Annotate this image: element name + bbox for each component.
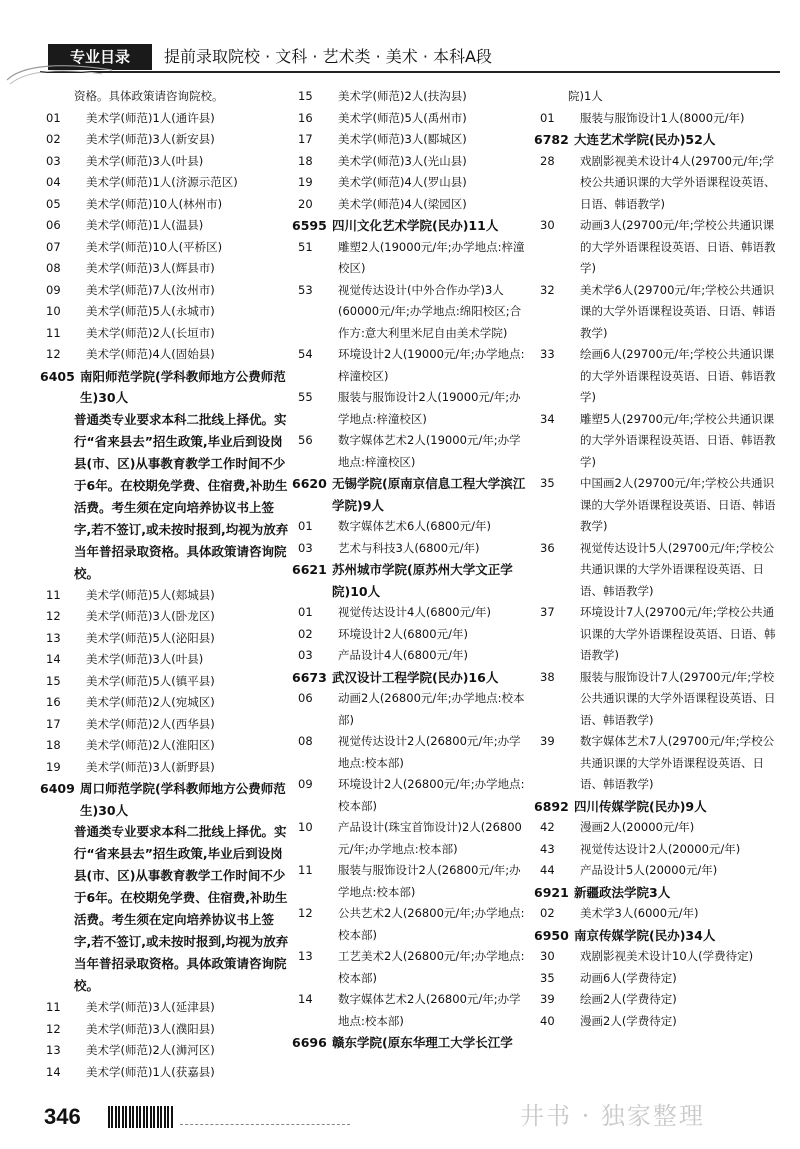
entry-text: 美术学(师范)2人(长垣市) [86, 325, 215, 340]
major-code: 11 [46, 1000, 61, 1014]
major-code: 04 [46, 175, 61, 189]
major-code: 42 [540, 820, 555, 834]
major-entry [298, 129, 532, 151]
major-code: 56 [298, 433, 313, 447]
entry-text: 环境设计2人(26800元/年;办学地点:校本部) [338, 777, 525, 813]
institution-name: 赣东学院(原东华理工大学长江学 [332, 1035, 513, 1050]
major-entry [46, 1040, 290, 1062]
major-code: 13 [46, 630, 61, 645]
major-entry [46, 585, 290, 607]
major-code: 01 [540, 110, 555, 125]
major-code: 07 [46, 239, 61, 254]
major-entry [298, 237, 532, 280]
continued-text [46, 86, 290, 108]
major-entry [298, 151, 532, 173]
major-code: 11 [46, 325, 61, 340]
entry-text: 艺术与科技3人(6800元/年) [338, 540, 480, 555]
major-code: 03 [298, 540, 313, 555]
major-code: 44 [540, 863, 555, 877]
column-2 [292, 86, 532, 1054]
major-entry [46, 757, 290, 779]
major-entry [540, 151, 780, 216]
major-entry [46, 344, 290, 366]
major-entry [46, 997, 290, 1019]
major-entry [298, 903, 532, 946]
major-code: 02 [298, 626, 313, 641]
major-code: 08 [46, 261, 61, 275]
major-code: 37 [540, 605, 555, 619]
header-title: 提前录取院校 · 文科 · 艺术类 · 美术 · 本科A段 [164, 47, 492, 66]
major-code: 39 [540, 992, 555, 1006]
major-code: 08 [298, 734, 313, 748]
entry-text: 美术学(师范)5人(镇平县) [86, 673, 215, 688]
major-entry [46, 194, 290, 216]
major-entry [298, 387, 532, 430]
major-code: 12 [298, 906, 313, 920]
major-code: 28 [540, 153, 555, 168]
major-code: 01 [46, 110, 61, 125]
major-code: 12 [46, 347, 61, 361]
entry-text: 绘画6人(29700元/年;学校公共通识课的大学外语课程设英语、日语、韩语教学) [580, 347, 776, 404]
major-code: 38 [540, 669, 555, 684]
entry-text: 产品设计4人(6800元/年) [338, 648, 468, 662]
entry-text: 工艺美术2人(26800元/年;办学地点:校本部) [338, 949, 525, 985]
major-entry [298, 344, 532, 387]
entry-text: 美术学(师范)3人(延津县) [86, 1000, 215, 1014]
institution-name: 苏州城市学院(原苏州大学文正学院)10人 [332, 562, 513, 599]
entry-text: 美术学(师范)7人(汝州市) [86, 282, 215, 297]
entry-text: 公共艺术2人(26800元/年;办学地点:校本部) [338, 906, 525, 942]
entry-text: 美术学(师范)1人(温县) [86, 218, 204, 232]
institution-code: 6921 [534, 884, 569, 900]
major-entry [540, 817, 780, 839]
entry-text: 美术学6人(29700元/年;学校公共通识课的大学外语课程设英语、日语、韩语教学) [580, 282, 776, 340]
institution-heading [534, 129, 780, 151]
admission-note: 普通类专业要求本科二批线上择优。实行“省来县去”招生政策,毕业后到设岗县(市、区)从事教育教学工作时间不少于6年。在校期免学费、住宿费,补助生活费。考生须在定向培养协议书上签字,若不签订,或未按时报到,均视为放弃当年普招录取资格。具体政策请咨询院校。 [74, 411, 289, 581]
major-code: 35 [540, 970, 555, 985]
entry-text: 视觉传达设计2人(20000元/年) [580, 841, 741, 856]
institution-name: 大连艺术学院(民办)52人 [574, 132, 716, 147]
institution-heading [292, 559, 532, 602]
entry-text: 视觉传达设计2人(26800元/年;办学地点:校本部) [338, 734, 521, 770]
major-code: 55 [298, 390, 313, 404]
major-code: 02 [46, 132, 61, 146]
major-entry [46, 172, 290, 194]
entry-text: 雕塑2人(19000元/年;办学地点:梓潼校区) [338, 239, 525, 275]
major-code: 16 [46, 695, 61, 709]
entry-text: 美术学(师范)2人(淮阳区) [86, 738, 215, 752]
entry-text: 美术学(师范)3人(卧龙区) [86, 609, 215, 623]
major-entry [540, 409, 780, 474]
entry-text: 视觉传达设计5人(29700元/年;学校公共通识课的大学外语课程设英语、日语、韩语教学) [580, 540, 775, 598]
major-code: 35 [540, 476, 555, 490]
footer-rule [180, 1124, 350, 1126]
major-code: 16 [298, 110, 313, 125]
entry-text: 环境设计7人(29700元/年;学校公共通识课的大学外语课程设英语、日语、韩语教学) [580, 605, 776, 662]
major-entry [46, 323, 290, 345]
major-entry [298, 731, 532, 774]
major-entry [540, 602, 780, 667]
major-entry [46, 692, 290, 714]
institution-heading [292, 215, 532, 237]
major-code: 14 [298, 992, 313, 1006]
major-code: 18 [298, 153, 313, 168]
major-code: 30 [540, 218, 555, 232]
major-entry [298, 946, 532, 989]
entry-text: 雕塑5人(29700元/年;学校公共通识课的大学外语课程设英语、日语、韩语教学) [580, 411, 776, 469]
major-code: 11 [46, 587, 61, 602]
major-entry [298, 602, 532, 624]
entry-text: 美术学(师范)1人(济源示范区) [86, 175, 238, 189]
major-code: 14 [46, 1064, 61, 1079]
entry-text: 环境设计2人(6800元/年) [338, 626, 468, 641]
institution-name: 四川文化艺术学院(民办)11人 [332, 218, 499, 233]
section-tab: 专业目录 [48, 44, 152, 70]
major-code: 51 [298, 239, 313, 254]
barcode-decoration [108, 1106, 174, 1128]
institution-heading [534, 796, 780, 818]
entry-text: 动画2人(26800元/年;办学地点:校本部) [338, 691, 525, 727]
major-code: 19 [298, 175, 313, 189]
institution-name: 武汉设计工程学院(民办)16人 [332, 669, 499, 685]
major-code: 15 [298, 89, 313, 103]
entry-text: 中国画2人(29700元/年;学校公共通识课的大学外语课程设英语、日语、韩语教学) [580, 476, 776, 533]
entry-text: 数字媒体艺术2人(19000元/年;办学地点:梓潼校区) [338, 433, 521, 469]
major-entry [46, 301, 290, 323]
major-code: 02 [540, 906, 555, 920]
major-code: 11 [298, 863, 313, 877]
entry-text: 美术学(师范)3人(光山县) [338, 153, 467, 168]
major-code: 03 [46, 153, 61, 168]
institution-code: 6595 [292, 218, 327, 233]
entry-text: 动画3人(29700元/年;学校公共通识课的大学外语课程设英语、日语、韩语教学) [580, 218, 776, 275]
major-entry [46, 280, 290, 302]
major-code: 06 [298, 691, 313, 705]
institution-code: 6409 [40, 781, 75, 796]
header-rule [40, 71, 780, 73]
entry-text: 美术学(师范)5人(泌阳县) [86, 630, 215, 645]
major-entry [298, 817, 532, 860]
major-entry [540, 344, 780, 409]
major-code: 32 [540, 282, 555, 297]
major-code: 01 [298, 519, 313, 533]
institution-code: 6696 [292, 1035, 327, 1050]
major-code: 01 [298, 605, 313, 619]
major-entry [540, 538, 780, 603]
major-code: 54 [298, 347, 313, 361]
major-entry [46, 215, 290, 237]
institution-code: 6620 [292, 476, 327, 491]
entry-text: 服装与服饰设计7人(29700元/年;学校公共通识课的大学外语课程设英语、日语、韩语教学) [580, 669, 776, 727]
institution-heading [40, 778, 290, 821]
entry-text: 美术学(师范)3人(辉县市) [86, 261, 215, 275]
entry-text: 视觉传达设计4人(6800元/年) [338, 605, 491, 619]
entry-text: 美术学3人(6000元/年) [580, 906, 699, 920]
major-code: 20 [298, 196, 313, 211]
entry-text: 美术学(师范)5人(永城市) [86, 304, 215, 318]
column-1 [40, 86, 290, 1083]
institution-name: 南阳师范学院(学科教师地方公费师范生)30人 [80, 368, 286, 405]
major-entry [46, 606, 290, 628]
major-code: 12 [46, 1021, 61, 1036]
entry-text: 戏剧影视美术设计4人(29700元/年;学校公共通识课的大学外语课程设英语、日语、韩语教学) [580, 153, 776, 211]
major-code: 39 [540, 734, 555, 748]
major-entry [298, 108, 532, 130]
major-entry [46, 671, 290, 693]
major-entry [540, 946, 780, 968]
institution-name: 四川传媒学院(民办)9人 [574, 798, 707, 814]
institution-name: 南京传媒学院(民办)34人 [574, 927, 716, 943]
major-entry [540, 108, 780, 130]
entry-text: 美术学(师范)10人(平桥区) [86, 239, 223, 254]
continued-text [540, 86, 780, 108]
entry-text: 美术学(师范)2人(宛城区) [86, 695, 215, 709]
page-header [40, 44, 780, 70]
major-code: 12 [46, 609, 61, 623]
entry-text: 美术学(师范)3人(新野县) [86, 759, 215, 774]
entry-text: 美术学(师范)1人(获嘉县) [86, 1064, 215, 1079]
major-entry [540, 968, 780, 990]
major-entry [298, 989, 532, 1032]
entry-text: 美术学(师范)3人(叶县) [86, 652, 204, 666]
entry-text: 数字媒体艺术7人(29700元/年;学校公共通识课的大学外语课程设英语、日语、韩语教学) [580, 734, 775, 791]
major-code: 13 [46, 1043, 61, 1057]
entry-text: 服装与服饰设计1人(8000元/年) [580, 110, 745, 125]
major-entry [298, 516, 532, 538]
major-code: 43 [540, 841, 555, 856]
major-code: 36 [540, 540, 555, 555]
major-entry [540, 731, 780, 796]
institution-heading [534, 882, 780, 904]
major-code: 03 [298, 648, 313, 662]
admission-note: 普通类专业要求本科二批线上择优。实行“省来县去”招生政策,毕业后到设岗县(市、区)从事教育教学工作时间不少于6年。在校期免学费、住宿费,补助生活费。考生须在定向培养协议书上签字,若不签订,或未按时报到,均视为放弃当年普招录取资格。具体政策请咨询院校。 [74, 824, 289, 993]
entry-text: 数字媒体艺术2人(26800元/年;办学地点:校本部) [338, 992, 521, 1028]
column-3 [534, 86, 780, 1032]
institution-code: 6892 [534, 798, 569, 814]
major-entry [540, 473, 780, 538]
major-entry [298, 624, 532, 646]
institution-heading [534, 925, 780, 947]
entry-text: 美术学(师范)5人(禹州市) [338, 110, 467, 125]
major-entry [46, 1062, 290, 1084]
major-code: 10 [46, 304, 61, 318]
institution-heading [292, 1032, 532, 1054]
major-code: 09 [46, 282, 61, 297]
major-entry [540, 667, 780, 732]
institution-name: 无锡学院(原南京信息工程大学滨江学院)9人 [332, 476, 526, 513]
entry-text: 服装与服饰设计2人(26800元/年;办学地点:校本部) [338, 863, 521, 899]
entry-text: 漫画2人(20000元/年) [580, 820, 695, 834]
major-code: 10 [298, 820, 313, 834]
major-entry [298, 860, 532, 903]
major-code: 06 [46, 218, 61, 232]
major-entry [46, 151, 290, 173]
major-code: 33 [540, 347, 555, 361]
major-entry [298, 645, 532, 667]
entry-text: 视觉传达设计(中外合作办学)3人(60000元/年;办学地点:绵阳校区;合作方:意大利里米尼自由美术学院) [338, 282, 522, 340]
entry-text: 美术学(师范)5人(郏城县) [86, 587, 215, 602]
entry-text: 美术学(师范)3人(濮阳县) [86, 1021, 215, 1036]
entry-text: 美术学(师范)4人(梁园区) [338, 196, 467, 211]
entry-text: 产品设计5人(20000元/年) [580, 863, 718, 877]
entry-text: 美术学(师范)2人(西华县) [86, 716, 215, 731]
entry-text: 绘画2人(学费待定) [580, 992, 677, 1006]
major-entry [298, 430, 532, 473]
major-code: 19 [46, 759, 61, 774]
entry-text: 数字媒体艺术6人(6800元/年) [338, 519, 491, 533]
major-code: 18 [46, 738, 61, 752]
major-code: 14 [46, 652, 61, 666]
major-entry [46, 714, 290, 736]
major-entry [540, 860, 780, 882]
entry-text: 美术学(师范)4人(罗山县) [338, 175, 467, 189]
major-code: 53 [298, 282, 313, 297]
entry-text: 美术学(师范)3人(郾城区) [338, 132, 467, 146]
entry-text: 美术学(师范)4人(固始县) [86, 347, 215, 361]
entry-text: 戏剧影视美术设计10人(学费待定) [580, 949, 754, 963]
entry-text: 美术学(师范)2人(浉河区) [86, 1043, 215, 1057]
entry-text: 院)1人 [568, 89, 603, 103]
entry-text: 动画6人(学费待定) [580, 970, 677, 985]
major-code: 15 [46, 673, 61, 688]
institution-heading [40, 366, 290, 409]
entry-text: 美术学(师范)3人(叶县) [86, 153, 204, 168]
major-entry [298, 86, 532, 108]
major-entry [298, 172, 532, 194]
institution-code: 6405 [40, 368, 75, 384]
entry-text: 美术学(师范)1人(通许县) [86, 110, 215, 125]
major-entry [540, 215, 780, 280]
major-entry [46, 649, 290, 671]
major-entry [46, 258, 290, 280]
entry-text: 漫画2人(学费待定) [580, 1013, 677, 1028]
institution-code: 6673 [292, 669, 327, 685]
major-entry [298, 280, 532, 345]
major-code: 17 [46, 716, 61, 731]
major-code: 30 [540, 949, 555, 963]
entry-text: 美术学(师范)2人(扶沟县) [338, 89, 467, 103]
major-code: 05 [46, 196, 61, 211]
entry-text: 产品设计(珠宝首饰设计)2人(26800元/年;办学地点:校本部) [338, 820, 522, 856]
entry-text: 服装与服饰设计2人(19000元/年;办学地点:梓潼校区) [338, 390, 521, 426]
major-entry [298, 774, 532, 817]
major-entry [46, 735, 290, 757]
entry-text: 环境设计2人(19000元/年;办学地点:梓潼校区) [338, 347, 525, 383]
major-entry [540, 1011, 780, 1033]
major-entry [46, 1019, 290, 1041]
institution-heading [292, 667, 532, 689]
page-number: 346 [44, 1104, 81, 1129]
major-code: 40 [540, 1013, 555, 1028]
institution-code: 6621 [292, 562, 327, 577]
major-entry [298, 194, 532, 216]
institution-code: 6950 [534, 927, 569, 943]
major-entry [298, 538, 532, 560]
major-code: 17 [298, 132, 313, 146]
institution-name: 新疆政法学院3人 [574, 884, 671, 900]
institution-name: 周口师范学院(学科教师地方公费师范生)30人 [80, 781, 286, 818]
major-entry [46, 108, 290, 130]
major-entry [46, 237, 290, 259]
major-entry [46, 129, 290, 151]
major-code: 34 [540, 411, 555, 426]
major-entry [540, 989, 780, 1011]
watermark: 井书 · 独家整理 [520, 1102, 705, 1130]
institution-heading [292, 473, 532, 516]
major-entry [540, 839, 780, 861]
major-code: 13 [298, 949, 313, 963]
major-entry [540, 903, 780, 925]
entry-text: 资格。具体政策请咨询院校。 [74, 89, 224, 103]
major-entry [540, 280, 780, 345]
institution-code: 6782 [534, 132, 569, 147]
major-entry [298, 688, 532, 731]
major-code: 09 [298, 777, 313, 791]
entry-text: 美术学(师范)10人(林州市) [86, 196, 223, 211]
major-entry [46, 628, 290, 650]
entry-text: 美术学(师范)3人(新安县) [86, 132, 215, 146]
